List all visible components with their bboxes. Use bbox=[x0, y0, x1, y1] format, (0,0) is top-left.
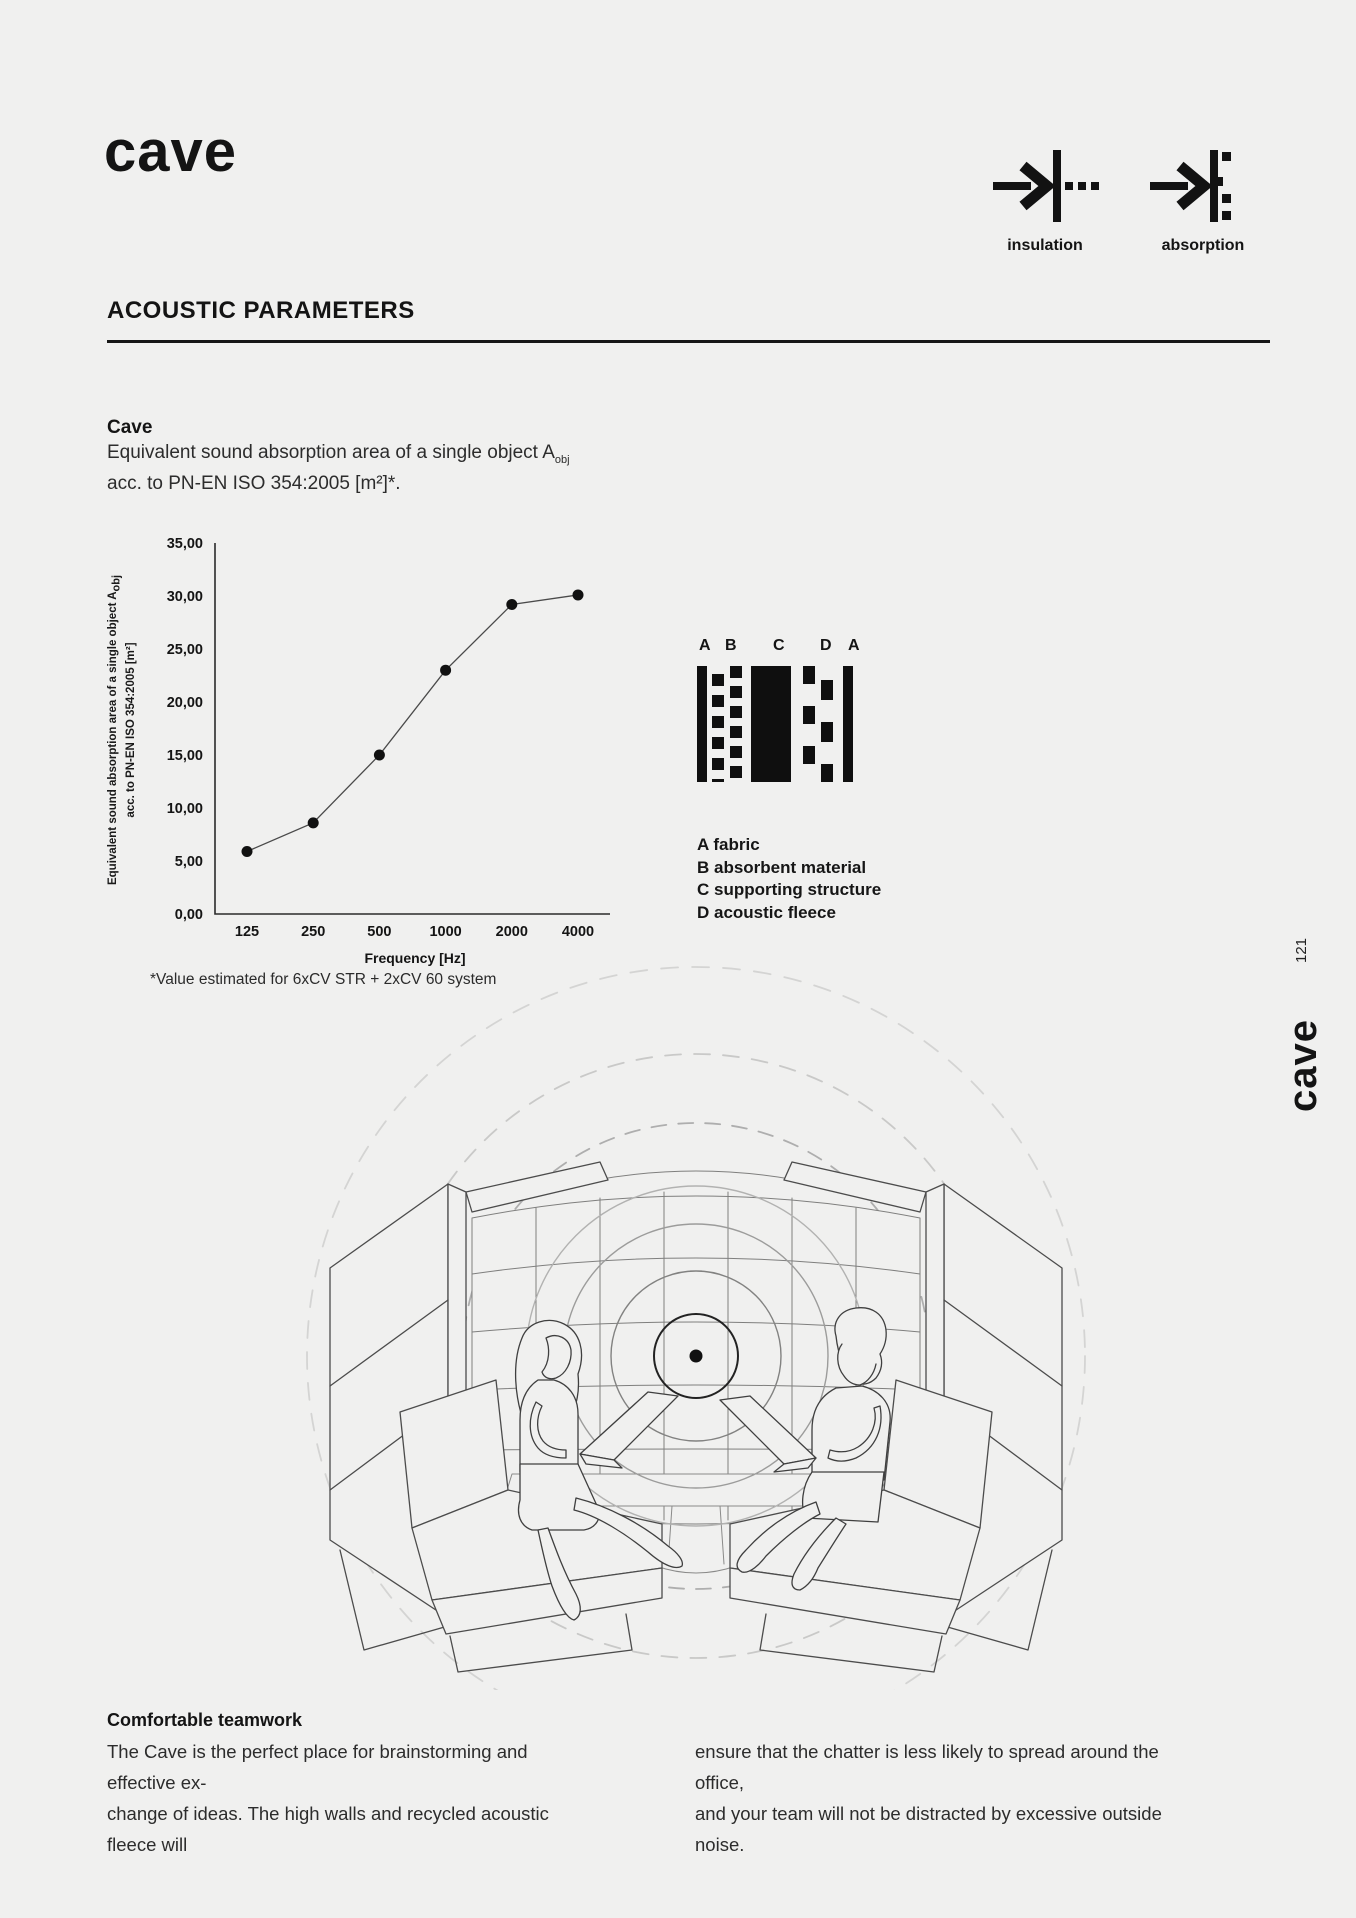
layer-bar-fabric-left bbox=[697, 666, 707, 782]
absorption-chart bbox=[90, 535, 630, 955]
layer-label-c: C bbox=[773, 637, 785, 654]
legend-item-absorbent: B absorbent material bbox=[697, 857, 867, 877]
intro-line-2: acc. to PN-EN ISO 354:2005 [m²]*. bbox=[107, 473, 401, 494]
layer-bar-fabric-right bbox=[843, 666, 853, 782]
intro-line-1-text: Equivalent sound absorption area of a single object A bbox=[107, 442, 555, 463]
y-tick-label: 30,00 bbox=[166, 589, 203, 605]
layer-label-a1: A bbox=[699, 637, 711, 654]
side-brand-logo: cave bbox=[1281, 1019, 1325, 1112]
data-point bbox=[573, 589, 584, 600]
x-tick-label: 4000 bbox=[561, 924, 595, 940]
intro-line-1-sub: obj bbox=[554, 453, 570, 466]
intro-title: Cave bbox=[107, 417, 153, 438]
footer-column-left bbox=[107, 1736, 577, 1860]
layer-labels bbox=[693, 637, 865, 657]
insulation-label: insulation bbox=[1007, 237, 1083, 254]
layer-label-d: D bbox=[820, 637, 832, 654]
legend-item-structure: C supporting structure bbox=[697, 880, 882, 899]
x-tick-label: 125 bbox=[234, 924, 260, 940]
layer-label-b: B bbox=[725, 637, 737, 654]
data-point bbox=[440, 665, 451, 676]
data-point bbox=[308, 817, 319, 828]
insulation-icon bbox=[993, 150, 1105, 222]
footer-right-line-1: ensure that the chatter is less likely to spread around the office, bbox=[695, 1741, 1159, 1793]
footer-right-line-2: and your team will not be distracted by excessive outside noise. bbox=[695, 1803, 1162, 1855]
y-tick-label: 10,00 bbox=[166, 801, 203, 817]
layer-label-a2: A bbox=[848, 637, 860, 654]
intro-line-1 bbox=[107, 442, 570, 466]
section-title: ACOUSTIC PARAMETERS bbox=[107, 297, 415, 324]
absorption-label: absorption bbox=[1161, 237, 1245, 254]
footer-title: Comfortable teamwork bbox=[107, 1710, 303, 1730]
layer-diagram bbox=[693, 664, 865, 786]
footer-left-line-1: The Cave is the perfect place for brainstorming and effective ex- bbox=[107, 1741, 528, 1793]
footer-left-line-2: change of ideas. The high walls and recycled acoustic fleece will bbox=[107, 1803, 549, 1855]
brand-logo: cave bbox=[104, 119, 238, 184]
x-tick-label: 1000 bbox=[429, 924, 462, 940]
section-rule bbox=[107, 340, 1270, 343]
absorption-icon bbox=[1150, 150, 1262, 222]
layer-bar-supporting-structure bbox=[751, 666, 791, 782]
data-point bbox=[374, 750, 385, 761]
absorption-series-line bbox=[247, 595, 578, 852]
data-point bbox=[506, 599, 517, 610]
chart-x-axis-label: Frequency [Hz] bbox=[364, 950, 466, 966]
page-number: 121 bbox=[1293, 937, 1310, 963]
chart-y-axis-label: Equivalent sound absorption area of a single object $A_{obj}$ acc. to PN-EN ISO 354:2005 [m²] bbox=[107, 575, 138, 886]
sound-source-dot bbox=[690, 1350, 703, 1363]
legend-item-fabric: A fabric bbox=[697, 835, 760, 854]
x-tick-label: 250 bbox=[301, 924, 326, 940]
booth-illustration bbox=[280, 950, 1120, 1690]
x-tick-label: 500 bbox=[367, 924, 392, 940]
y-tick-label: 35,00 bbox=[166, 536, 203, 552]
woman-torso bbox=[520, 1380, 578, 1472]
data-point bbox=[242, 846, 253, 857]
chart-footnote: *Value estimated for 6xCV STR + 2xCV 60 system bbox=[150, 971, 497, 988]
x-tick-label: 2000 bbox=[495, 924, 528, 940]
y-tick-label: 25,00 bbox=[166, 642, 203, 658]
y-tick-label: 20,00 bbox=[166, 695, 203, 711]
footer-column-right bbox=[695, 1736, 1195, 1860]
y-tick-label: 15,00 bbox=[166, 748, 203, 764]
y-tick-label: 0,00 bbox=[174, 907, 203, 923]
y-tick-label: 5,00 bbox=[174, 854, 203, 870]
chart-canvas bbox=[90, 535, 630, 955]
layer-legend bbox=[697, 834, 881, 924]
legend-item-fleece: D acoustic fleece bbox=[697, 902, 836, 922]
